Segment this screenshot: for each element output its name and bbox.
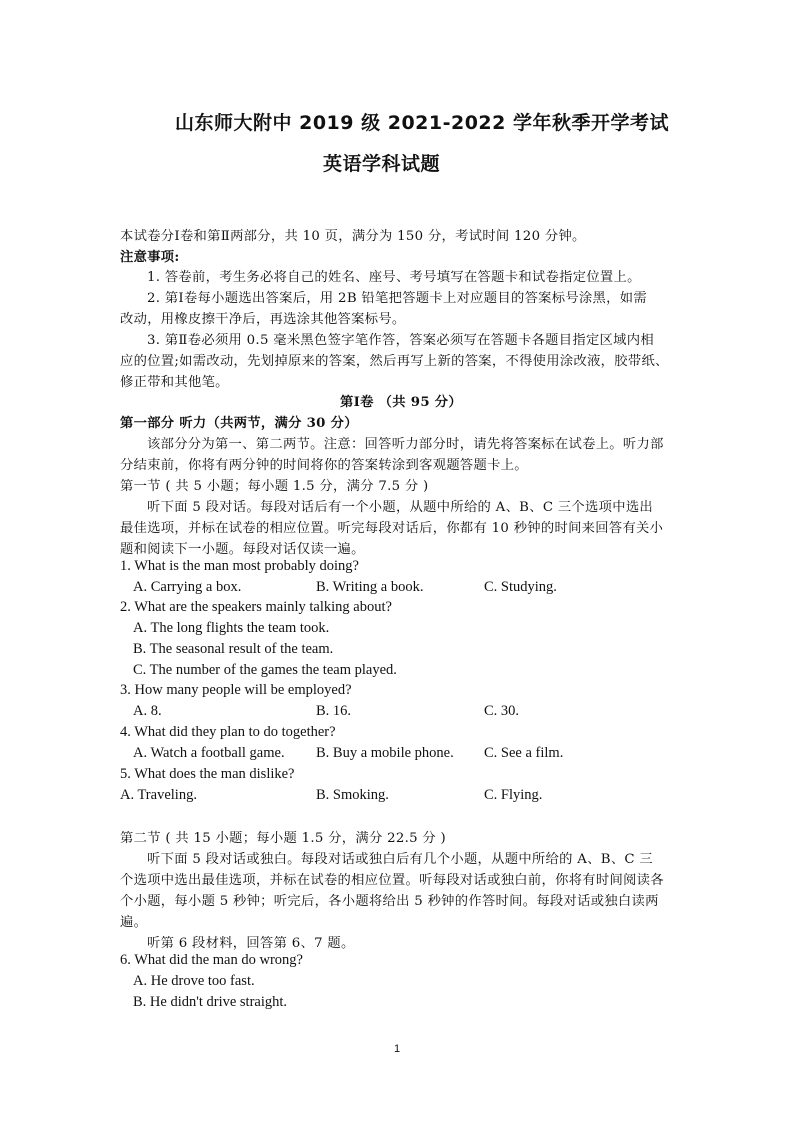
section1-desc-a: 听下面 5 段对话。每段对话后有一个小题，从题中所给的 A、B、C 三个选项中选出 xyxy=(147,500,654,515)
exam-subtitle: 英语学科试题 xyxy=(323,153,441,175)
question-2-option-c: C. The number of the games the team played. xyxy=(133,662,397,678)
note-3-line-c: 修正带和其他笔。 xyxy=(120,375,229,390)
question-3-option-a: A. 8. xyxy=(133,703,162,719)
question-1-option-a: A. Carrying a box. xyxy=(133,579,242,595)
note-2-line-b: 改动，用橡皮擦干净后，再选涂其他答案标号。 xyxy=(120,312,406,327)
material-6-instruction: 听第 6 段材料，回答第 6、7 题。 xyxy=(147,936,355,951)
page-number: 1 xyxy=(394,1043,401,1055)
question-1-option-b: B. Writing a book. xyxy=(316,579,424,595)
part1-heading: 第一部分 听力（共两节，满分 30 分） xyxy=(120,416,358,431)
section1-desc-b: 最佳选项，并标在试卷的相应位置。听完每段对话后，你都有 10 秒钟的时间来回答有关小 xyxy=(120,521,664,536)
section2-desc-c: 个小题，每小题 5 秒钟；听完后，各小题将给出 5 秒钟的作答时间。每段对话或独白读两 xyxy=(120,894,659,909)
question-6-option-a: A. He drove too fast. xyxy=(133,973,255,989)
note-3-line-b: 应的位置;如需改动，先划掉原来的答案，然后再写上新的答案，不得使用涂改液，胶带纸、 xyxy=(120,354,669,369)
question-4-option-c: C. See a film. xyxy=(484,745,564,761)
section2-desc-a: 听下面 5 段对话或独白。每段对话或独白后有几个小题，从题中所给的 A、B、C 三 xyxy=(147,852,654,867)
section2-heading: 第二节 ( 共 15 小题；每小题 1.5 分，满分 22.5 分 ) xyxy=(120,831,447,846)
question-4: 4. What did they plan to do together? xyxy=(120,724,336,740)
volume-heading: 第Ⅰ卷 （共 95 分） xyxy=(340,395,462,410)
note-2-line-a: 2. 第Ⅰ卷每小题选出答案后，用 2B 铅笔把答题卡上对应题目的答案标号涂黑，如需 xyxy=(147,291,647,306)
question-2-option-b: B. The seasonal result of the team. xyxy=(133,641,334,657)
question-3: 3. How many people will be employed? xyxy=(120,682,352,698)
note-1: 1. 答卷前，考生务必将自己的姓名、座号、考号填写在答题卡和试卷指定位置上。 xyxy=(147,270,641,285)
notice-heading: 注意事项: xyxy=(120,250,180,265)
section2-desc-d: 遍。 xyxy=(120,915,148,930)
question-6: 6. What did the man do wrong? xyxy=(120,952,303,968)
question-3-option-c: C. 30. xyxy=(484,703,520,719)
question-5-option-b: B. Smoking. xyxy=(316,787,389,803)
question-4-option-b: B. Buy a mobile phone. xyxy=(316,745,454,761)
part1-desc-b: 分结束前，你将有两分钟的时间将你的答案转涂到客观题答题卡上。 xyxy=(120,458,528,473)
exam-title: 山东师大附中 2019 级 2021-2022 学年秋季开学考试 xyxy=(175,112,669,134)
question-4-option-a: A. Watch a football game. xyxy=(133,745,285,761)
section2-desc-b: 个选项中选出最佳选项，并标在试卷的相应位置。听每段对话或独白前，你将有时间阅读各 xyxy=(120,873,664,888)
question-6-option-b: B. He didn't drive straight. xyxy=(133,994,288,1010)
section1-heading: 第一节 ( 共 5 小题；每小题 1.5 分，满分 7.5 分 ) xyxy=(120,479,429,494)
question-1: 1. What is the man most probably doing? xyxy=(120,558,359,574)
note-3-line-a: 3. 第Ⅱ卷必须用 0.5 毫米黑色签字笔作答，答案必须写在答题卡各题目指定区域内相 xyxy=(147,333,654,348)
question-5-option-c: C. Flying. xyxy=(484,787,543,803)
question-2-option-a: A. The long flights the team took. xyxy=(133,620,330,636)
question-5: 5. What does the man dislike? xyxy=(120,766,295,782)
intro-line: 本试卷分Ⅰ卷和第Ⅱ两部分，共 10 页，满分为 150 分，考试时间 120 分钟。 xyxy=(120,229,586,244)
part1-desc-a: 该部分分为第一、第二两节。注意：回答听力部分时，请先将答案标在试卷上。听力部 xyxy=(147,437,664,452)
question-1-option-c: C. Studying. xyxy=(484,579,557,595)
question-3-option-b: B. 16. xyxy=(316,703,352,719)
question-5-option-a: A. Traveling. xyxy=(120,787,197,803)
section1-desc-c: 题和阅读下一小题。每段对话仅读一遍。 xyxy=(120,542,365,557)
question-2: 2. What are the speakers mainly talking about? xyxy=(120,599,392,615)
